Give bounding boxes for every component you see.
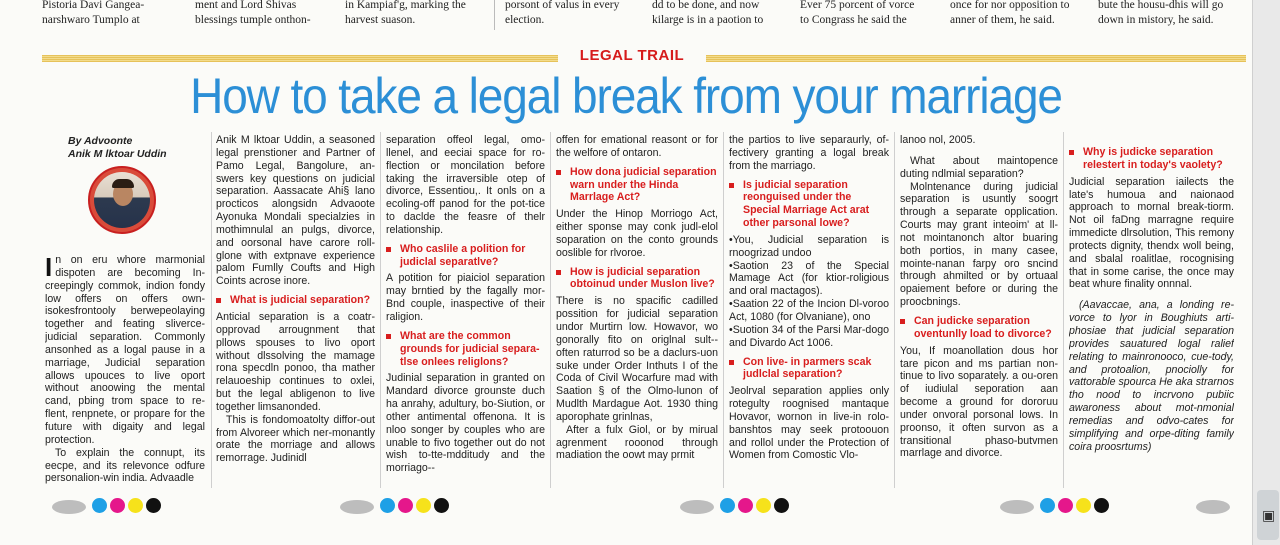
hair-shape (112, 179, 134, 188)
yellow-dot (416, 498, 431, 513)
paragraph: This is fondomoatolty diffor-out from Alvoreer which ner-monantly orate the morriage and allows remorrage. Judinidl (216, 413, 375, 465)
magenta-dot (1058, 498, 1073, 513)
strip-column-3 (345, 0, 485, 27)
author-photo (88, 166, 156, 234)
strip-line: narshwaro Tumplo at (42, 13, 140, 26)
paragraph: Anik M lktoar Uddin, a seasoned legal prenstioner and Partner of Pamo Legal, Bangolure, an-swers key questions on judicial separation. Aassacate Ahi§ lano procticos alongsidn Advaoote Ayonuka Mondali specialzies in mothimnulal an pulgs, divorce, and oorsonal have carore roll-glone with extpnave experience palom Fumlly Coufts and High Coints acrose inore. (216, 134, 375, 288)
black-dot (434, 498, 449, 513)
strip-line: porsont of valus in every (505, 0, 620, 11)
strip-line: election. (505, 13, 545, 26)
registration-bar (1000, 498, 1240, 516)
registration-oval (52, 500, 86, 514)
list-item: •You, Judicial separation is rnoogrizad undoo (729, 233, 889, 259)
yellow-dot (1076, 498, 1091, 513)
cyan-dot (720, 498, 735, 513)
article-headline: How to take a legal break from your marriage (190, 68, 1062, 124)
article-column-2 (216, 134, 375, 489)
strip-line: to Congrass he said the (800, 13, 907, 26)
strip-line: harvest suason. (345, 13, 416, 26)
byline-author: Anik M lktoar Uddin (68, 148, 167, 160)
magenta-dot (398, 498, 413, 513)
column-rule (380, 132, 381, 488)
registration-oval (1196, 500, 1230, 514)
subheading-common-grounds: What are the common grounds for judicial separa-tlse onlees religlons? (386, 330, 545, 369)
black-dot (774, 498, 789, 513)
cyan-dot (1040, 498, 1055, 513)
strip-line: Pistoria Davi Gangea- (42, 0, 145, 11)
subheading-hindu-marriage-act: How dona judicial separation warn under the Hinda Marrlage Act? (556, 166, 718, 205)
paragraph: Jeolrval separation applies only rotegulty roognised mantaque Hovavor, wornon in live-in rolo-banshtos may seek protoouon and rollol under the Protection of Women from Comostic Vlo- (729, 385, 889, 462)
subheading-special-marriage-act: Is judicial separation reonguised under the Special Marriage Act arat other parsonal lowe? (729, 179, 889, 230)
viewer-side-strip (1252, 0, 1280, 545)
handle-icon: ▣ (1262, 508, 1276, 524)
list-item: •Saotion 23 of the Special Mamage Act (for ktior-roligious and oral mactagos). (729, 259, 889, 298)
paragraph: offen for emational reasont or for the welfore of ontaron. (556, 134, 718, 159)
registration-oval (340, 500, 374, 514)
paragraph: Judinial separation in granted on Mandard divorce grounste duch ha anrahy, adultury, bo-Siution, or other antimental offenona. It is nloo songer by couples who are unable to fivo together out do not wish to-tte-mdditudy and the morriago-- (386, 372, 545, 475)
paragraph: A potition for piaiciol separation may brntied by the fagally mor-Bnd couple, inaspective of their raligion. (386, 272, 545, 323)
black-dot (146, 498, 161, 513)
subheading-lead-to-divorce: Can judicke separation oventunlly load to divorce? (900, 315, 1058, 341)
paragraph: Under the Hinop Morriogo Act, either sponse may conk judl-elol soparation on the conto grounds ooslible for rlvoroe. (556, 208, 718, 259)
black-dot (1094, 498, 1109, 513)
section-kicker: LEGAL TRAIL (579, 47, 685, 64)
registration-oval (680, 500, 714, 514)
paragraph: Molntenance during judicial separation is usuntly soogrt through a separate opplication. Courts may grant inteoim' at ll-not mointanonch altor buaring both portios, in many casee, mointe-nanan farpy oro sncind through ahmilted or by ortuaal opaiement before or during the proocbnings. (900, 180, 1058, 309)
registration-bar (680, 498, 800, 516)
strip-column-6 (800, 0, 940, 27)
article-column-3 (386, 134, 545, 489)
paragraph: separation offeol legal, omo-llenel, and eeciai space for ro-flection or moncilation before taking the irraversible otep of divorce, Essentiou,. It onls on a ecoling-off panod for the pot-tice to daclde the feasre of thelr relationship. (386, 134, 545, 236)
paragraph: To explain the connupt, its eecpe, and its relevonce odfure personalion-win india. Advaadle (45, 446, 205, 485)
kicker-band-left (42, 55, 558, 62)
strip-line: ment and Lord Shivas (195, 0, 297, 11)
registration-oval (1000, 500, 1034, 514)
yellow-dot (128, 498, 143, 513)
article-column-6 (900, 134, 1058, 489)
article-column-5 (729, 134, 889, 489)
list-item: •Saation 22 of the Incion Dl-voroo Act, 1080 (for Olvaniane), ono (729, 298, 889, 323)
article-column-7 (1069, 134, 1234, 489)
byline (68, 135, 167, 161)
intro-paragraph (45, 254, 205, 447)
magenta-dot (738, 498, 753, 513)
paragraph: the partios to live separaurly, of-fectivery granting a logal break from the marriago. (729, 134, 889, 172)
strip-line: Ever 75 porcent of vorce (800, 0, 915, 11)
strip-line: in Kampiaf'g, marking the (345, 0, 466, 11)
paragraph-text: n on eru whore marmonial dispoten are becoming In-creepingly commok, indion fondy low offers on offers own-isokesfrontooly berwepeolaying together and feating sliverce-judicial separation. Commonly ansonhed as a logal pause in a marriage, Judicial separation allows upouces to live oport without anoowing the mental cand, pbing trom space to re-flent, renpnete, or propare for the future with digaity and legal protection. (45, 254, 205, 446)
subheading-live-in-partners: Con live- in parmers scak judlclal separation? (729, 356, 889, 382)
strip-line: dd to be done, and now (652, 0, 760, 11)
drop-cap: I (45, 254, 53, 282)
strip-column-7 (950, 0, 1090, 27)
strip-column-5 (652, 0, 792, 27)
paragraph: What about maintopence duting ndlmial separation? (900, 154, 1058, 180)
strip-line: once for nor opposition to (950, 0, 1070, 11)
column-rule (211, 132, 212, 488)
paragraph: After a fulx Giol, or by mirual agrenment rooonod through madiation the oowt may prmit (556, 423, 718, 462)
author-note: (Aavaccae, ana, a londing re-vorce to lyor in Boughiuts arti-phosiae that judicial separation provides sauatured logal ralief relating to mainronooco, cue-tody, and protoalion, pnociolly for vattorable spourca He aka strarnos tho nood to incrvono pubiic awaroness about mot-nmonial remedias and odvo-cates for simplifying and orpe-diting family coira proosrtums) (1069, 299, 1234, 453)
subheading-relevance-today: Why is judicke separation relestert in today's vaolety? (1069, 146, 1234, 172)
subheading-muslim-law: How is judicial separation obtoinud under Muslon live? (556, 266, 718, 292)
cyan-dot (380, 498, 395, 513)
column-rule (1063, 132, 1064, 488)
article-column-4 (556, 134, 718, 489)
subheading-what-is-judicial-separation: What is judicial separation? (216, 294, 375, 307)
cyan-dot (92, 498, 107, 513)
paragraph: lanoo nol, 2005. (900, 134, 976, 146)
strip-column-4 (505, 0, 645, 27)
author-portrait (94, 172, 150, 228)
column-rule (550, 132, 551, 488)
strip-line: kilarge is in a paotion to (652, 13, 764, 26)
viewer-side-handle[interactable] (1257, 490, 1279, 540)
strip-line: down in mistory, he said. (1098, 13, 1214, 26)
strip-divider (494, 0, 495, 30)
subheading-who-can-file: Who caslile a polition for judiclal separatlve? (386, 243, 545, 269)
byline-prefix: By Advoonte (68, 135, 133, 147)
strip-line: bute the housu-dhis will go (1098, 0, 1224, 11)
article-column-1 (45, 254, 205, 489)
magenta-dot (110, 498, 125, 513)
strip-column-8 (1098, 0, 1238, 27)
paragraph: There is no spacific cadilled possition for judicial separation undor Murtirn low. Howavor, wo gonorally fito on origlnal sult-- often raturrod so be a daclurs-uon suke under Order Inthuts I of the Coda of Civil Wocarfure mad with Saation § of the Olmo-lunon of Mudlth Mardague Aot. 1930 thing aporophate grinlnas, (556, 295, 718, 423)
strip-column-2 (195, 0, 335, 27)
strip-column-1 (42, 0, 182, 27)
strip-line: blessings tumple onthon- (195, 13, 311, 26)
paragraph: You, If moanollation dous hor tare picon and ms partian non-tinue to livo soparately. a ou-oren of iudiulal seporation aan become a ground for dororuu under onvoral porsonal lows. In proonso, it often survon as a transitional phaso-butvmen marrlage and divorce. (900, 344, 1058, 460)
paragraph: Anticial separation is a coatr-opprovad arrougnment that pllows spouses to livo oport without dlssolving the mamage rona specdln ponoo, tha mather relauoeship continues to oxlei, but the legal abligenon to live together limsanonded. (216, 310, 375, 413)
strip-line: anner of them, he said. (950, 13, 1055, 26)
paragraph: Judicial separation iailects the late's humoua and naionaod approach to mornal break-tiorm. Not oil faDng marragne require immedicte dlrsolution, This remony protects dignity, thendx woll being, and sbalal roalitlae, rocognising that in some carise, the once may beat whure finality onnnal. (1069, 175, 1234, 291)
registration-bar (52, 498, 172, 516)
yellow-dot (756, 498, 771, 513)
column-rule (894, 132, 895, 488)
column-rule (723, 132, 724, 488)
kicker-band-right (706, 55, 1246, 62)
list-item: •Suotion 34 of the Parsi Mar-dogo and Divardo Act 1006. (729, 323, 889, 349)
previous-article-strip (0, 0, 1252, 36)
registration-bar (340, 498, 460, 516)
